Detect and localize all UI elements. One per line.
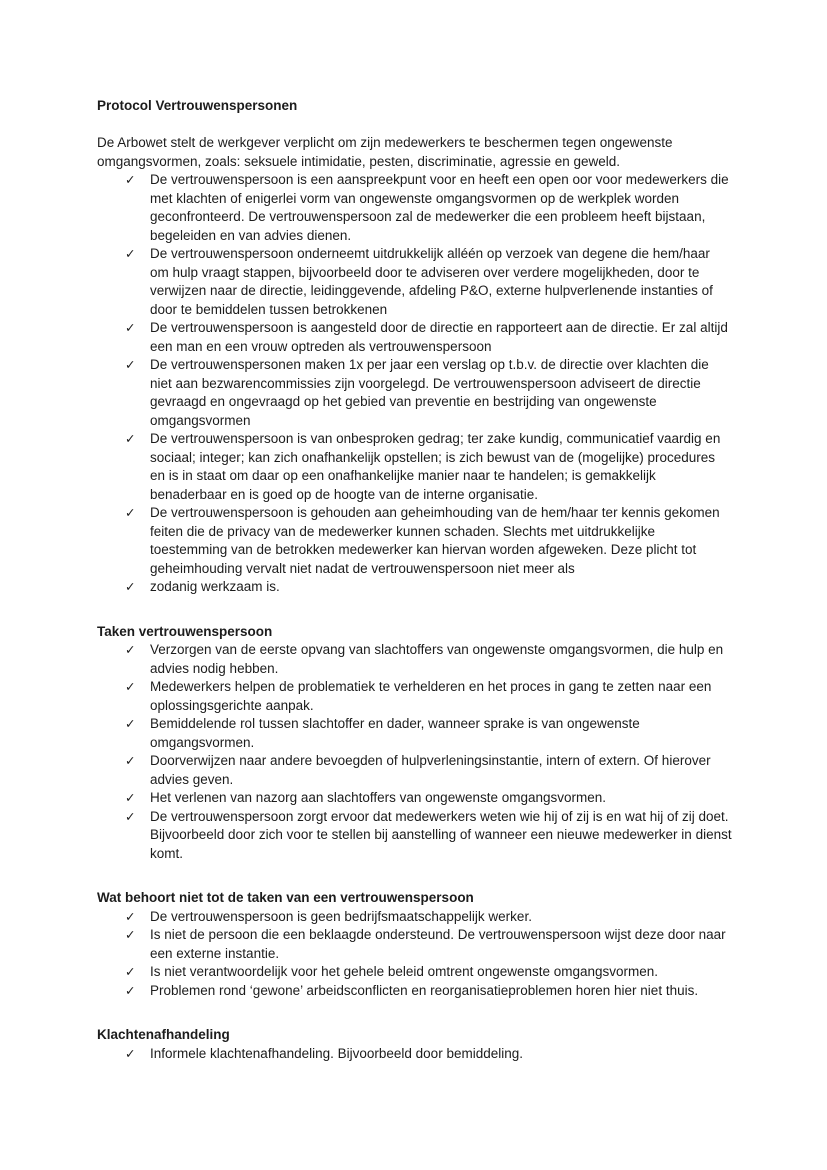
bullet-text: Problemen rond ‘gewone’ arbeidsconflicten en reorganisatieproblemen horen hier niet thuis. <box>150 982 699 998</box>
checkmark-icon: ✓ <box>125 809 136 824</box>
checkmark-icon: ✓ <box>125 791 136 805</box>
document-title: Protocol Vertrouwenspersonen <box>97 98 298 113</box>
bullet-text: Is niet de persoon die een beklaagde ondersteund. De vertrouwenspersoon wijst deze door naar een externe instantie. <box>150 927 726 961</box>
list-item <box>97 789 732 808</box>
bullet-text: De vertrouwenspersoon is een aanspreekpunt voor en heeft een open oor voor medewerkers die met klachten of enigerlei vorm van ongewenste omgangsvormen op de werkplek worden geconfronteerd. De vertrouwenspersoon zal de medewerker die een probleem heeft bijstaan, begeleiden en van advies dienen. <box>150 172 729 243</box>
list-item <box>97 430 732 504</box>
list-item <box>97 245 732 319</box>
bullet-text: Bemiddelende rol tussen slachtoffer en dader, wanneer sprake is van ongewenste omgangsvormen. <box>150 716 640 750</box>
checkmark-icon: ✓ <box>125 580 136 594</box>
checkmark-icon: ✓ <box>125 358 136 372</box>
bullet-text: Het verlenen van nazorg aan slachtoffers van ongewenste omgangsvormen. <box>150 790 607 805</box>
klachten-bullet-list <box>97 1045 732 1064</box>
list-item <box>97 1045 732 1064</box>
list-item <box>97 641 732 678</box>
checkmark-icon: ✓ <box>125 173 136 187</box>
bullet-text: De vertrouwenspersoon is aangesteld door de directie en rapporteert aan de directie. Er zal altijd een man en een vrouw optreden als vertrouwenspersoon <box>150 320 728 354</box>
section-heading-klachten: Klachtenafhandeling <box>97 1027 230 1042</box>
bullet-text: De vertrouwenspersoon zorgt ervoor dat medewerkers weten wie hij of zij is en wat hij of zij doet. Bijvoorbeeld door zich voor te stellen bij aanstelling of wanneer een nieuwe medewerker in dienst komt. <box>150 808 732 861</box>
checkmark-icon: ✓ <box>125 965 136 979</box>
checkmark-icon: ✓ <box>125 432 136 446</box>
bullet-text: De vertrouwenspersoon is geen bedrijfsmaatschappelijk werker. <box>150 908 532 924</box>
list-item <box>97 504 732 578</box>
checkmark-icon: ✓ <box>125 909 136 924</box>
bullet-text: De vertrouwenspersoon is van onbesproken gedrag; ter zake kundig, communicatief vaardig en sociaal; integer; kan zich onafhankelijk opstellen; is zich bewust van de (mogelijke) procedures en is in staat om daar op een onafhankelijke manier naar te handelen; is gemakkelijk benaderbaar en is goed op de hoogte van de interne organisatie. <box>150 431 721 502</box>
checkmark-icon: ✓ <box>125 928 136 942</box>
checkmark-icon: ✓ <box>125 643 136 657</box>
list-item <box>97 982 732 1001</box>
list-item <box>97 808 732 864</box>
bullet-text: De vertrouwenspersoon onderneemt uitdrukkelijk alléén op verzoek van degene die hem/haar om hulp vraagt stappen, bijvoorbeeld door te adviseren over verdere mogelijkheden, door te verwijzen naar de directie, leidinggevende, afdeling P&O, externe hulpverlenende instanties of door te bemiddelen tussen betrokkenen <box>150 246 713 317</box>
taken-bullet-list <box>97 641 732 863</box>
list-item <box>97 319 732 356</box>
bullet-text: Informele klachtenafhandeling. Bijvoorbeeld door bemiddeling. <box>150 1045 523 1061</box>
bullet-text: zodanig werkzaam is. <box>150 579 280 594</box>
checkmark-icon: ✓ <box>125 321 136 335</box>
bullet-text: Doorverwijzen naar andere bevoegden of hulpverleningsinstantie, intern of extern. Of hierover advies geven. <box>150 753 711 787</box>
checkmark-icon: ✓ <box>125 983 136 998</box>
checkmark-icon: ✓ <box>125 717 136 731</box>
list-item <box>97 356 732 430</box>
bullet-text: Verzorgen van de eerste opvang van slachtoffers van ongewenste omgangsvormen, die hulp en advies nodig hebben. <box>150 642 724 676</box>
checkmark-icon: ✓ <box>125 506 136 520</box>
section-heading-niet-taken: Wat behoort niet tot de taken van een vertrouwenspersoon <box>97 890 474 905</box>
niet-taken-bullet-list <box>97 908 732 1001</box>
list-item <box>97 752 732 789</box>
bullet-text: De vertrouwenspersonen maken 1x per jaar een verslag op t.b.v. de directie over klachten die niet aan bezwarencommissies zijn voorgelegd. De vertrouwenspersoon adviseert de directie gevraagd en ongevraagd op het gebied van preventie en bestrijding van ongewenste omgangsvormen <box>150 357 709 428</box>
checkmark-icon: ✓ <box>125 247 136 261</box>
list-item <box>97 908 732 927</box>
list-item <box>97 963 732 982</box>
checkmark-icon: ✓ <box>125 680 136 694</box>
list-item <box>97 926 732 963</box>
section-heading-taken: Taken vertrouwenspersoon <box>97 623 273 639</box>
checkmark-icon: ✓ <box>125 754 136 768</box>
list-item <box>97 715 732 752</box>
list-item <box>97 578 732 597</box>
bullet-text: De vertrouwenspersoon is gehouden aan geheimhouding van de hem/haar ter kennis gekomen feiten die de privacy van de medewerker kunnen schaden. Slechts met uitdrukkelijke toestemming van de betrokken medewerker kan hiervan worden afgeweken. Deze plicht tot geheimhouding vervalt niet nadat de vertrouwenspersoon niet meer als <box>150 505 720 576</box>
bullet-text: Is niet verantwoordelijk voor het gehele beleid omtrent ongewenste omgangsvormen. <box>150 964 659 979</box>
bullet-text: Medewerkers helpen de problematiek te verhelderen en het proces in gang te zetten naar een oplossingsgerichte aanpak. <box>150 679 712 713</box>
list-item <box>97 171 732 245</box>
list-item <box>97 678 732 715</box>
intro-bullet-list <box>97 171 732 597</box>
checkmark-icon: ✓ <box>125 1046 136 1061</box>
intro-paragraph: De Arbowet stelt de werkgever verplicht om zijn medewerkers te beschermen tegen ongewenste omgangsvormen, zoals: seksuele intimidatie, pesten, discriminatie, agressie en geweld. <box>97 135 673 169</box>
